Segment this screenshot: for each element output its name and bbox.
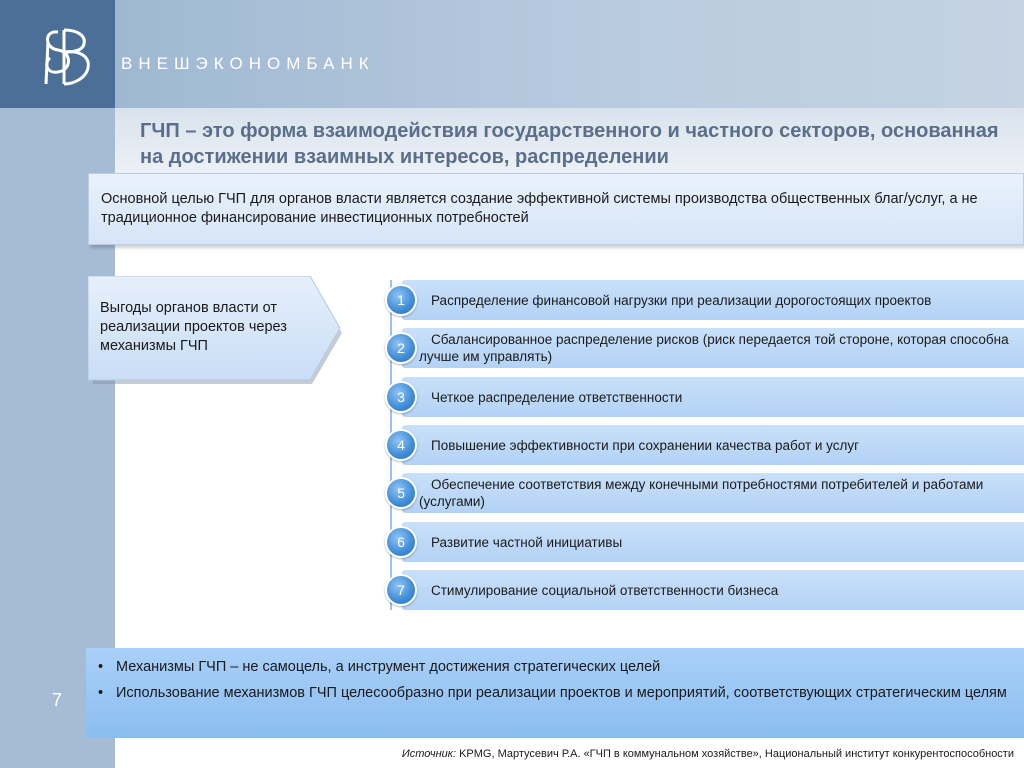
source-label: Источник: — [401, 748, 457, 760]
summary-point — [96, 684, 1012, 702]
item-number-badge: 2 — [385, 332, 417, 364]
item-text: Сбалансированное распределение рисков (риск передается той стороне, которая способна лучше им управлять) — [419, 332, 1009, 364]
item-number-badge: 1 — [385, 284, 417, 316]
benefits-heading: Выгоды органов власти от реализации проектов через механизмы ГЧП — [100, 300, 287, 354]
bank-logo-icon — [0, 0, 115, 108]
list-item — [385, 377, 1024, 417]
summary-point — [96, 658, 1012, 676]
bullet: • — [98, 685, 104, 701]
item-number-badge: 3 — [385, 381, 417, 413]
summary-list — [96, 658, 1012, 702]
bullet: • — [98, 659, 104, 675]
item-number-badge: 4 — [385, 429, 417, 461]
item-text: Развитие частной инициативы — [431, 534, 623, 550]
slide-title: ГЧП – это форма взаимодействия государственного и частного секторов, основанная на достижении взаимных интересов, распределении — [140, 120, 999, 168]
list-item — [385, 473, 1024, 513]
list-item — [385, 280, 1024, 320]
list-item — [385, 425, 1024, 465]
list-item — [385, 570, 1024, 610]
item-number-badge: 7 — [385, 574, 417, 606]
item-text: Обеспечение соответствия между конечными потребностями потребителей и работами (услугами) — [419, 477, 984, 509]
bank-name: ВНЕШЭКОНОМБАНК — [121, 54, 375, 73]
summary-box — [86, 648, 1024, 738]
list-item — [385, 328, 1024, 368]
item-number-badge: 5 — [385, 477, 417, 509]
goal-box: Основной целью ГЧП для органов власти является создание эффективной системы производства общественных благ/услуг, а не традиционное финансирование инвестиционных потребностей — [88, 173, 1024, 245]
item-text: Повышение эффективности при сохранении качества работ и услуг — [431, 437, 860, 453]
logo — [0, 0, 115, 108]
summary-text: Механизмы ГЧП – не самоцель, а инструмент достижения стратегических целей — [116, 659, 661, 675]
item-number-badge: 6 — [385, 526, 417, 558]
source-text: KPMG, Мартусевич Р.А. «ГЧП в коммунальном хозяйстве», Национальный институт конкурентоспособности — [456, 748, 1014, 760]
item-text: Четкое распределение ответственности — [431, 389, 683, 405]
list-item — [385, 522, 1024, 562]
summary-text: Использование механизмов ГЧП целесообразно при реализации проектов и мероприятий, соответствующих стратегическим целям — [116, 685, 1007, 701]
item-text: Стимулирование социальной ответственности бизнеса — [431, 582, 779, 598]
page-number: 7 — [52, 690, 63, 710]
source-note — [402, 748, 1014, 760]
item-text: Распределение финансовой нагрузки при реализации дорогостоящих проектов — [431, 292, 932, 308]
